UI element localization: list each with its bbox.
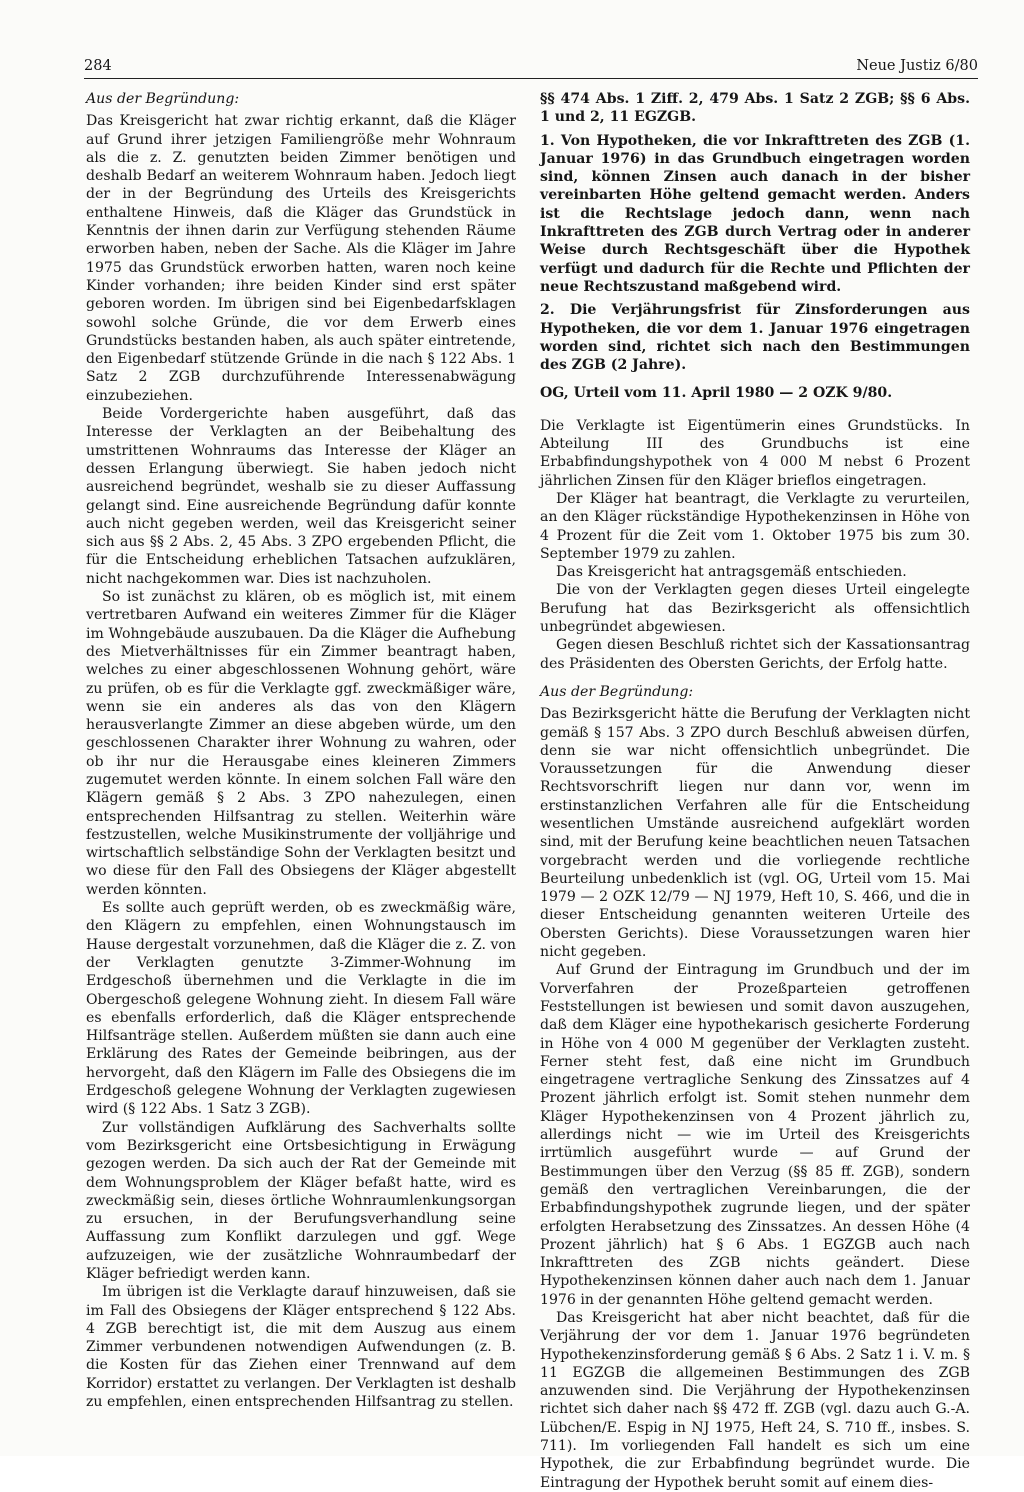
body-paragraph: So ist zunächst zu klären, ob es möglich ist, mit einem vertretbaren Aufwand ein weiteres Zimmer für die Kläger im Wohngebäude auszubauen. Da die Kläger die Aufhebung des Mietverhältnisses für ein Zimmer beantragt haben, welches zu einer abgeschlossenen Wohnung gehört, wäre zu prüfen, ob es für die Verklagte ggf. zweckmäßiger wäre, wenn sie ein anderes als das von den Klägern herausverlangte Zimmer an diese abgeben würde, um den geschlossenen Charakter ihrer Wohnung zu wahren, oder ob ihr nur die Herausgabe eines kleineren Zimmers zugemutet werden könnte. In einem solchen Fall wäre den Klägern gemäß § 2 Abs. 3 ZPO nahezulegen, einen entsprechenden Hilfsantrag zu stellen. Weiterhin wäre festzustellen, welche Musikinstrumente der volljährige und wirtschaftlich selbständige Sohn der Verklagten besitzt und wo diese für den Fall des Obsiegens der Kläger abgestellt werden könnten.: [86, 589, 516, 898]
facts-paragraph: Gegen diesen Beschluß richtet sich der Kassationsantrag des Präsidenten des Obersten Gerichts, der Erfolg hatte.: [540, 637, 970, 672]
section-spacer: [540, 673, 970, 683]
section-subheading: Aus der Begründung:: [86, 91, 240, 107]
body-paragraph: Das Bezirksgericht hätte die Berufung der Verklagten nicht gemäß § 157 Abs. 3 ZPO durch Beschluß abweisen dürfen, denn sie war nicht offensichtlich unbegründet. Die Voraussetzungen für die Anwendung dieser Rechtsvorschrift liegen nur dann vor, wenn im erstinstanzlichen Verfahren alle für die Entscheidung wesentlichen Umstände ausreichend aufgeklärt worden sind, mit der Berufung keine beachtlichen neuen Tatsachen vorgebracht werden und die vorliegende rechtliche Beurteilung unbedenklich ist (vgl. OG, Urteil vom 15. Mai 1979 — 2 OZK 12/79 — NJ 1979, Heft 10, S. 466, und die in dieser Entscheidung genannten weiteren Urteile des Obersten Gerichts). Diese Voraussetzungen waren hier nicht gegeben.: [540, 706, 970, 961]
header-rule: [84, 78, 978, 79]
right-column: [540, 90, 970, 1492]
decision-citation: OG, Urteil vom 11. April 1980 — 2 OZK 9/80.: [540, 385, 893, 402]
page-number: 284: [84, 58, 112, 74]
section-subheading: Aus der Begründung:: [540, 683, 694, 700]
headnote-2: 2. Die Verjährungsfrist für Zinsforderungen aus Hypotheken, die vor dem 1. Januar 1976 eingetragen worden sind, richtet sich nach den Bestimmungen des ZGB (2 Jahre).: [540, 302, 970, 374]
body-paragraph: Beide Vordergerichte haben ausgeführt, daß das Interesse der Verklagten an der Beibehaltung des umstrittenen Wohnraums das Interesse der Kläger an dessen Erlangung überwiegt. Sie haben jedoch nicht ausreichend begründet, weshalb sie zu dieser Auffassung gelangt sind. Eine ausreichende Begründung dafür konnte auch nicht gegeben werden, weil das Kreisgericht seiner sich aus §§ 2 Abs. 2, 45 Abs. 3 ZPO ergebenden Pflicht, die für die Entscheidung erheblichen Tatsachen aufzuklären, nicht nachgekommen war. Dies ist nachzuholen.: [86, 406, 516, 587]
body-paragraph: Das Kreisgericht hat zwar richtig erkannt, daß die Kläger auf Grund ihrer jetzigen Familiengröße mehr Wohnraum als die z. Z. genutzten beiden Zimmer benötigen und deshalb Bedarf an weiterem Wohnraum haben. Jedoch liegt der in der Begründung des Urteils des Kreisgerichts enthaltene Hinweis, daß die Kläger das Grundstück in Kenntnis der ihnen darin zur Verfügung stehenden Räume erworben haben, neben der Sache. Als die Kläger im Jahre 1975 das Grundstück erworben hatten, waren noch keine Kinder vorhanden; ihre beiden Kinder sind erst später geboren worden. Im übrigen sind bei Eigenbedarfsklagen sowohl solche Gründe, die vor dem Erwerb eines Grundstücks bestanden haben, als auch später eintretende, den Eigenbedarf stützende Gründe in die nach § 122 Abs. 1 Satz 2 ZGB durchzuführende Interessenabwägung einzubeziehen.: [86, 113, 516, 404]
facts-paragraph: Das Kreisgericht hat antragsgemäß entschieden.: [556, 564, 907, 581]
body-paragraph: Auf Grund der Eintragung im Grundbuch und der im Vorverfahren der Prozeßparteien getroffenen Feststellungen ist bewiesen und somit davon auszugehen, daß dem Kläger eine hypothekarisch gesicherte Forderung in Höhe von 4 000 M gegenüber der Verklagten zusteht. Ferner steht fest, daß eine nicht im Grundbuch eingetragene vertragliche Senkung des Zinssatzes auf 4 Prozent jährlich erfolgt ist. Somit stehen nunmehr dem Kläger Hypothekenzinsen von 4 Prozent jährlich zu, allerdings nicht — wie im Urteil des Kreisgerichts irrtümlich ausgeführt wurde — auf Grund der Bestimmungen über den Verzug (§§ 85 ff. ZGB), sondern gemäß den vertraglichen Vereinbarungen, die der Erbabfindungshypothek zugrunde liegen, und der später erfolgten Herabsetzung des Zinssatzes. An dessen Höhe (4 Prozent jährlich) hat § 6 Abs. 1 EGZGB auch nach Inkrafttreten des ZGB nichts geändert. Diese Hypothekenzinsen können daher auch nach dem 1. Januar 1976 in der genannten Höhe geltend gemacht werden.: [540, 962, 970, 1308]
headnote-1: 1. Von Hypotheken, die vor Inkrafttreten des ZGB (1. Januar 1976) in das Grundbuch eingetragen worden sind, können Zinsen auch danach in der bisher vereinbarten Höhe geltend gemacht werden. Anders ist die Rechtslage jedoch dann, wenn nach Inkrafttreten des ZGB durch Vertrag oder in anderer Weise durch Rechtsgeschäft über die Hypothek verfügt und dadurch für die Rechte und Pflichten der neue Rechtszustand maßgebend wird.: [540, 132, 970, 295]
left-column: [86, 90, 516, 1411]
statute-references: §§ 474 Abs. 1 Ziff. 2, 479 Abs. 1 Satz 2 ZGB; §§ 6 Abs. 1 und 2, 11 EGZGB.: [540, 91, 970, 126]
headnote-block: [540, 90, 970, 374]
body-paragraph: Es sollte auch geprüft werden, ob es zweckmäßig wäre, den Klägern zu empfehlen, einen Wohnungstausch im Hause dergestalt vorzunehmen, daß die Kläger die z. Z. von der Verklagten genutzte 3-Zimmer-Wohnung im Erdgeschoß übernehmen und die Verklagte in die im Obergeschoß gelegene Wohnung zieht. In diesem Fall wäre es ebenfalls erforderlich, daß die Kläger entsprechende Hilfsanträge stellen. Außerdem müßten sie dann auch eine Erklärung des Rates der Gemeinde beibringen, aus der hervorgeht, daß den Klägern im Falle des Obsiegens die im Erdgeschoß gelegene Wohnung der Verklagten zugewiesen wird (§ 122 Abs. 1 Satz 3 ZGB).: [86, 900, 516, 1118]
body-paragraph: Im übrigen ist die Verklagte darauf hinzuweisen, daß sie im Fall des Obsiegens der Kläger entsprechend § 122 Abs. 4 ZGB berechtigt ist, die mit dem Auszug aus einem Zimmer verbundenen notwendigen Aufwendungen (z. B. die Kosten für das Ziehen einer Trennwand auf dem Korridor) erstattet zu verlangen. Der Verklagten ist deshalb zu empfehlen, einen entsprechenden Hilfsantrag zu stellen.: [86, 1284, 516, 1411]
body-paragraph: Zur vollständigen Aufklärung des Sachverhalts sollte vom Bezirksgericht eine Ortsbesichtigung in Erwägung gezogen werden. Da sich auch der Rat der Gemeinde mit dem Wohnungsproblem der Kläger befaßt hatte, wird es zweckmäßig sein, dieses örtliche Wohnraumlenkungsorgan zu ersuchen, in der Berufungsverhandlung seine Auffassung zum Konflikt darzulegen und ggf. Wege aufzuzeigen, wie der zusätzliche Wohnraumbedarf der Kläger befriedigt werden kann.: [86, 1119, 516, 1282]
facts-paragraph: Der Kläger hat beantragt, die Verklagte zu verurteilen, an den Kläger rückständige Hypothekenzinsen in Höhe von 4 Prozent für die Zeit vom 1. Oktober 1975 bis zum 30. September 1979 zu zahlen.: [540, 490, 970, 562]
facts-paragraph: Die von der Verklagten gegen dieses Urteil eingelegte Berufung hat das Bezirksgericht als offensichtlich unbegründet abgewiesen.: [540, 582, 970, 636]
facts-paragraph: Die Verklagte ist Eigentümerin eines Grundstücks. In Abteilung III des Grundbuchs ist eine Erbabfindungshypothek von 4 000 M nebst 6 Prozent jährlichen Zinsen für den Kläger brieflos eingetragen.: [540, 417, 970, 489]
journal-issue: Neue Justiz 6/80: [856, 58, 978, 74]
body-paragraph: Das Kreisgericht hat aber nicht beachtet, daß für die Verjährung der vor dem 1. Januar 1976 begründeten Hypothekenzinsforderung gemäß § 6 Abs. 2 Satz 1 i. V. m. § 11 EGZGB die allgemeinen Bestimmungen des ZGB anzuwenden sind. Die Verjährung der Hypothekenzinsen richtet sich daher nach §§ 472 ff. ZGB (vgl. dazu auch G.-A. Lübchen/E. Espig in NJ 1975, Heft 24, S. 710 ff., insbes. S. 711). Im vorliegenden Fall handelt es sich um eine Hypothek, die zur Erbabfindung begründet wurde. Die Eintragung der Hypothek beruht somit auf einem dies-: [540, 1310, 970, 1491]
